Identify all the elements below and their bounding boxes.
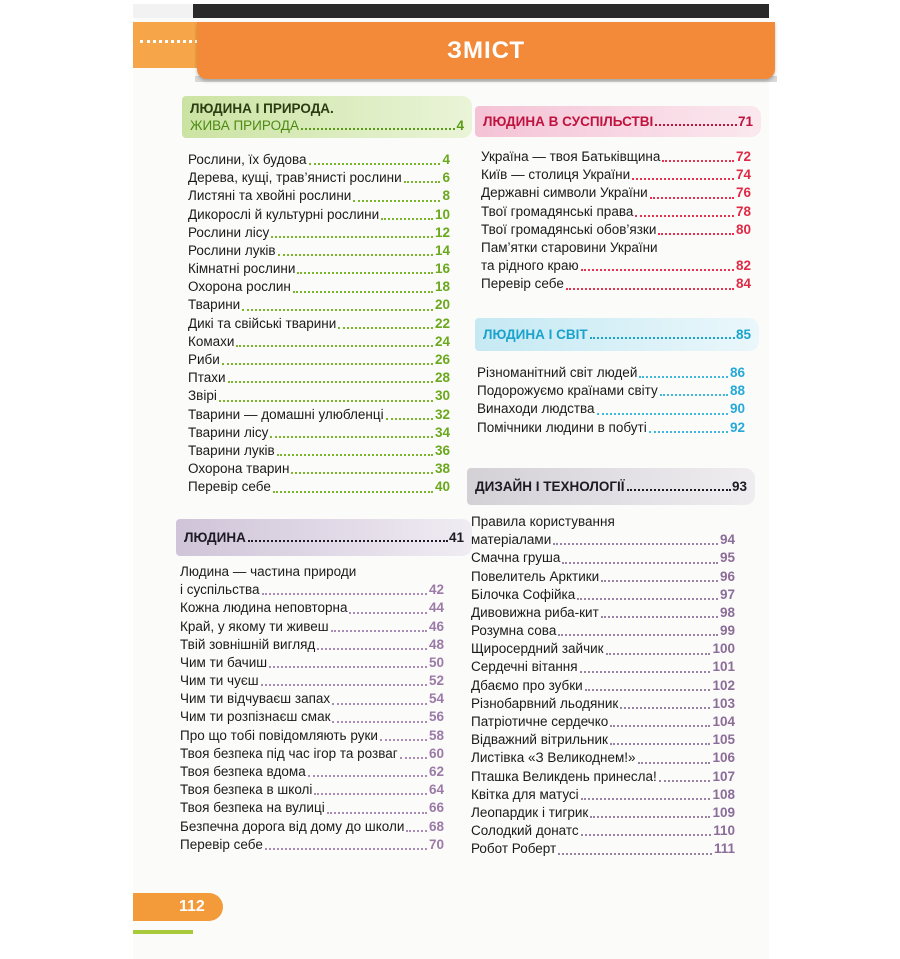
toc-item[interactable] [481,184,751,202]
toc-item[interactable] [188,333,450,351]
section-title: ЛЮДИНА І СВІТ [483,327,588,342]
dot-leader [610,743,711,745]
dot-leader [228,381,433,383]
toc-item-title: Дикорослі й культурні рослини [188,206,380,222]
dot-leader [309,163,441,165]
toc-item-page: 90 [729,401,745,417]
dot-leader [353,200,440,202]
dot-leader [270,436,433,438]
dot-leader [236,345,433,347]
section-design [467,468,755,859]
toc-item[interactable] [481,148,751,166]
toc-list [475,364,759,437]
toc-item[interactable] [471,768,735,786]
dot-leader [297,272,433,274]
dot-leader [269,666,427,668]
toc-item[interactable] [471,804,735,822]
toc-item-page: 58 [428,727,444,743]
toc-item-page: 66 [428,800,444,816]
toc-item-title: матеріалами [471,532,552,548]
dot-leader [222,363,433,365]
toc-item-page: 16 [434,261,450,277]
toc-list [176,563,472,854]
toc-item[interactable] [471,568,735,586]
dot-leader [658,233,734,235]
toc-item[interactable] [188,369,450,387]
dot-leader [662,160,734,162]
dot-leader [581,269,734,271]
toc-item[interactable] [180,727,444,745]
dot-leader [265,848,427,850]
toc-item-title: Кожна людина неповторна [180,600,348,616]
section-heading[interactable] [475,318,759,351]
section-heading[interactable] [467,468,755,505]
toc-item-page: 6 [442,170,450,186]
toc-item[interactable] [180,818,444,836]
dot-leader [349,612,426,614]
section-page: 93 [731,479,747,494]
section-subtitle: ЖИВА ПРИРОДА [190,118,299,133]
section-page: 71 [737,114,753,129]
toc-item-title: Звірі [188,388,217,404]
toc-item-page: 84 [735,276,751,292]
toc-item[interactable] [180,636,444,654]
toc-item-title: Щиросердний зайчик [471,641,604,657]
toc-item-title: Тварини лісу [188,424,269,440]
toc-item-page: 92 [729,419,745,435]
toc-item-page: 72 [735,148,751,164]
toc-item-page: 34 [434,424,450,440]
toc-item[interactable] [188,351,450,369]
dot-leader [380,739,427,741]
toc-item[interactable] [180,654,444,672]
dot-leader [620,707,710,709]
toc-item-page: 106 [712,750,735,766]
toc-item-title: Різноманітний світ людей [477,364,638,380]
toc-item[interactable] [481,203,751,221]
section-society [475,106,761,294]
section-nature [182,96,472,497]
toc-item-title: Дикі та свійські тварини [188,315,337,331]
page-number-badge [133,893,223,921]
dot-leader [558,853,712,855]
toc-item[interactable] [481,239,751,275]
section-title: ДИЗАЙН І ТЕХНОЛОГІЇ [475,479,625,494]
toc-item-title: Риби [188,352,220,368]
toc-item[interactable] [188,387,450,405]
dot-leader [271,236,433,238]
dot-leader [639,376,728,378]
toc-item-title: Рослини, їх будова [188,151,307,167]
toc-item-page: 105 [712,732,735,748]
dot-leader [332,721,426,723]
toc-item[interactable] [471,713,735,731]
toc-item-page: 12 [434,224,450,240]
toc-item-page: 18 [434,279,450,295]
dot-leader [650,197,734,199]
toc-item-title: Перевір себе [188,479,271,495]
toc-item[interactable] [188,151,450,169]
dot-leader [610,725,710,727]
toc-item-page: 4 [442,151,450,167]
dot-leader [597,413,728,415]
toc-item[interactable] [471,786,735,804]
toc-item-page: 88 [729,383,745,399]
dot-leader [655,124,737,126]
dot-leader [590,337,735,339]
toc-item-page: 62 [428,764,444,780]
dot-leader [248,540,448,542]
toc-item-title-line1: Пам’ятки старовини України [481,239,658,255]
toc-item-title: Відважний вітрильник [471,732,608,748]
toc-item-title: Дбаємо про зубки [471,677,583,693]
toc-item-page: 94 [719,532,735,548]
toc-item-page: 74 [735,167,751,183]
toc-item[interactable] [188,442,450,460]
dot-leader [601,616,718,618]
toc-item-page: 97 [719,586,735,602]
toc-item-page: 107 [712,768,735,784]
dot-leader [660,394,728,396]
dot-leader [566,288,734,290]
section-title: ЛЮДИНА В СУСПІЛЬСТВІ [483,114,654,129]
toc-item-title: Розумна сова [471,623,557,639]
toc-item-title: Твоя безпека на вулиці [180,800,325,816]
toc-item[interactable] [471,822,735,840]
toc-item-title: Київ — столиця України [481,167,631,183]
dot-leader [262,593,427,595]
toc-item-title: Чим ти чуєш [180,673,259,689]
toc-item[interactable] [471,513,735,549]
dot-leader [386,418,433,420]
toc-item-title: Пташка Великдень принесла! [471,768,657,784]
toc-item[interactable] [471,677,735,695]
dot-leader [581,834,712,836]
toc-item-page: 103 [712,695,735,711]
toc-item-page: 48 [428,636,444,652]
toc-item-page: 26 [434,352,450,368]
scan-top-edge [133,4,769,18]
toc-item-title: Робот Роберт [471,841,557,857]
toc-item-page: 100 [712,641,735,657]
toc-item[interactable] [188,297,450,315]
toc-item[interactable] [471,586,735,604]
dot-leader [649,431,728,433]
section-heading[interactable] [182,96,472,138]
toc-item-page: 60 [428,745,444,761]
toc-item-title: Охорона тварин [188,461,290,477]
toc-item[interactable] [477,364,745,382]
toc-item-title: Державні символи України [481,185,648,201]
toc-item-title: Подорожуємо країнами світу [477,383,658,399]
toc-item-page: 54 [428,691,444,707]
dot-leader [553,543,718,545]
toc-item-title: Твої громадянські обов’язки [481,221,657,237]
dot-leader [638,762,711,764]
toc-item[interactable] [477,419,745,437]
toc-item-title: Рослини лісу [188,224,270,240]
dot-leader [404,181,441,183]
toc-item-title: Патріотичне сердечко [471,714,609,730]
dot-leader [338,327,433,329]
dot-leader [381,218,433,220]
dot-leader [601,580,718,582]
dot-leader [406,830,427,832]
toc-item-title: Чим ти відчуваєш запах [180,691,331,707]
toc-item[interactable] [188,278,450,296]
toc-item-page: 109 [712,804,735,820]
toc-item-page: 98 [719,604,735,620]
toc-item-title: Листяні та хвойні рослини [188,188,352,204]
toc-item-title: та рідного краю [481,258,579,274]
toc-item[interactable] [471,840,735,858]
section-human [176,519,472,854]
toc-item[interactable] [180,781,444,799]
toc-item[interactable] [477,382,745,400]
toc-item[interactable] [481,166,751,184]
toc-item[interactable] [180,709,444,727]
dot-leader [400,757,427,759]
toc-item-title: Різнобарвний льодяник [471,695,619,711]
toc-item-title: Квітка для матусі [471,786,579,802]
toc-item-title: Твої громадянські права [481,203,634,219]
toc-item[interactable] [188,424,450,442]
dot-leader [632,178,734,180]
toc-item[interactable] [188,260,450,278]
dot-leader [590,816,710,818]
dot-leader [558,634,718,636]
dot-leader [581,798,711,800]
toc-item-title-line1: Правила користування [471,514,615,529]
toc-list [475,148,761,294]
dot-leader [291,472,433,474]
toc-item[interactable] [180,745,444,763]
toc-item-page: 42 [428,582,444,598]
section-heading[interactable] [475,106,761,137]
toc-item[interactable] [471,731,735,749]
toc-item-page: 36 [434,442,450,458]
toc-item[interactable] [471,604,735,622]
decor-dots-left [140,40,198,47]
toc-item-title-line1: Людина — частина природи [180,564,357,579]
toc-item[interactable] [481,275,751,293]
dot-leader [278,254,433,256]
toc-item[interactable] [180,672,444,690]
toc-item[interactable] [180,799,444,817]
toc-item-title: Помічники людини в побуті [477,419,647,435]
section-page: 85 [735,327,751,342]
toc-item-page: 32 [434,406,450,422]
toc-item-title: Чим ти бачиш [180,654,268,670]
toc-item-page: 68 [428,818,444,834]
toc-item-page: 10 [434,206,450,222]
toc-item[interactable] [471,749,735,767]
toc-item-title: Край, у якому ти живеш [180,618,329,634]
toc-item[interactable] [188,187,450,205]
toc-item-title: Твоя безпека вдома [180,764,306,780]
toc-item-page: 99 [719,623,735,639]
toc-item[interactable] [188,242,450,260]
toc-item[interactable] [471,622,735,640]
dot-leader [327,812,427,814]
dot-leader [562,562,718,564]
toc-item-page: 102 [712,677,735,693]
toc-item[interactable] [471,640,735,658]
toc-item-page: 82 [735,258,751,274]
toc-item-title: Винаходи людства [477,401,595,417]
toc-item-page: 24 [434,333,450,349]
toc-item[interactable] [180,836,444,854]
toc-item-title: Білочка Софійка [471,586,576,602]
toc-item-title: Тварини — домашні улюбленці [188,406,384,422]
toc-item-title: Листівка «З Великоднем!» [471,750,636,766]
toc-item-title: Перевір себе [481,276,564,292]
dot-leader [273,491,433,493]
toc-list [467,513,755,859]
toc-item-title: Твій зовнішній вигляд [180,636,316,652]
toc-item-title: Солодкий донатс [471,823,579,839]
toc-item-page: 46 [428,618,444,634]
toc-item-page: 86 [729,364,745,380]
toc-item-title: Твоя безпека в школі [180,782,313,798]
toc-item-page: 14 [434,242,450,258]
title-banner [197,22,775,79]
toc-item-title: Безпечна дорога від дому до школи [180,818,405,834]
toc-item-title: Рослини луків [188,242,276,258]
toc-item-page: 44 [428,600,444,616]
toc-list [182,151,472,497]
toc-item-page: 95 [719,550,735,566]
dot-leader [219,400,433,402]
toc-item-page: 8 [442,188,450,204]
toc-item-title: Чим ти розпізнаєш смак [180,709,331,725]
toc-item-title: Птахи [188,370,226,386]
toc-item[interactable] [188,315,450,333]
toc-item-page: 76 [735,185,751,201]
toc-item-page: 40 [434,479,450,495]
toc-item-page: 70 [428,836,444,852]
toc-item-title: Перевір себе [180,836,263,852]
toc-item-page: 96 [719,568,735,584]
dot-leader [577,598,718,600]
toc-item[interactable] [471,659,735,677]
toc-item-title: Повелитель Арктики [471,568,600,584]
dot-leader [314,793,427,795]
dot-leader [293,291,433,293]
toc-item-page: 22 [434,315,450,331]
dot-leader [317,648,427,650]
section-world [475,318,759,437]
dot-leader [659,780,711,782]
dot-leader [261,684,427,686]
dot-leader [332,703,427,705]
toc-item[interactable] [477,400,745,418]
toc-item-title: Тварини луків [188,442,275,458]
section-title: ЛЮДИНА [184,530,246,545]
toc-item-page: 56 [428,709,444,725]
page-title: ЗМІСТ [446,36,526,64]
toc-item-title: Сердечні вітання [471,659,578,675]
section-page: 41 [448,530,464,545]
toc-item-page: 78 [735,203,751,219]
toc-item-page: 64 [428,782,444,798]
toc-item-page: 110 [713,823,735,839]
toc-item-page: 28 [434,370,450,386]
toc-item[interactable] [188,224,450,242]
page-number: 112 [179,898,205,915]
toc-item[interactable] [471,549,735,567]
section-page: 4 [456,118,464,133]
toc-item[interactable] [180,599,444,617]
toc-item-title: Кімнатні рослини [188,261,296,277]
toc-item-page: 30 [434,388,450,404]
toc-item[interactable] [188,460,450,478]
toc-item-title: Твоя безпека під час ігор та розваг [180,745,398,761]
toc-item-page: 38 [434,461,450,477]
toc-item-page: 108 [712,786,735,802]
toc-item-page: 111 [713,841,735,857]
toc-item[interactable] [180,690,444,708]
toc-item[interactable] [481,221,751,239]
toc-item-page: 50 [428,654,444,670]
toc-item-title: Охорона рослин [188,279,291,295]
dot-leader [277,454,433,456]
dot-leader [331,630,427,632]
dot-leader [627,489,731,491]
toc-item[interactable] [471,695,735,713]
dot-leader [635,215,734,217]
toc-item-page: 104 [712,714,735,730]
toc-item-page: 52 [428,673,444,689]
decor-bottom-edge [133,930,193,934]
toc-item[interactable] [180,763,444,781]
toc-item[interactable] [180,563,444,599]
toc-item[interactable] [188,478,450,496]
dot-leader [301,128,456,130]
toc-item-title: Дерева, кущі, трав’янисті рослини [188,170,402,186]
dot-leader [242,309,433,311]
toc-item-title: Про що тобі повідомляють руки [180,727,378,743]
section-title: ЛЮДИНА І ПРИРОДА. [190,101,334,116]
dot-leader [580,671,711,673]
toc-item[interactable] [188,206,450,224]
dot-leader [308,775,427,777]
dot-leader [585,689,711,691]
toc-item-title: Комахи [188,333,235,349]
toc-item[interactable] [188,169,450,187]
toc-item-title: Дивовижна риба-кит [471,604,599,620]
toc-item-title: і суспільства [180,582,260,598]
toc-item-title: Тварини [188,297,241,313]
toc-item[interactable] [180,618,444,636]
toc-item[interactable] [188,406,450,424]
toc-item-title: Україна — твоя Батьківщина [481,148,661,164]
toc-item-title: Леопардик і тигрик [471,804,589,820]
dot-leader [606,653,711,655]
toc-item-page: 20 [434,297,450,313]
section-heading[interactable] [176,519,472,556]
toc-item-page: 101 [712,659,735,675]
toc-item-title: Смачна груша [471,550,561,566]
toc-item-page: 80 [735,221,751,237]
